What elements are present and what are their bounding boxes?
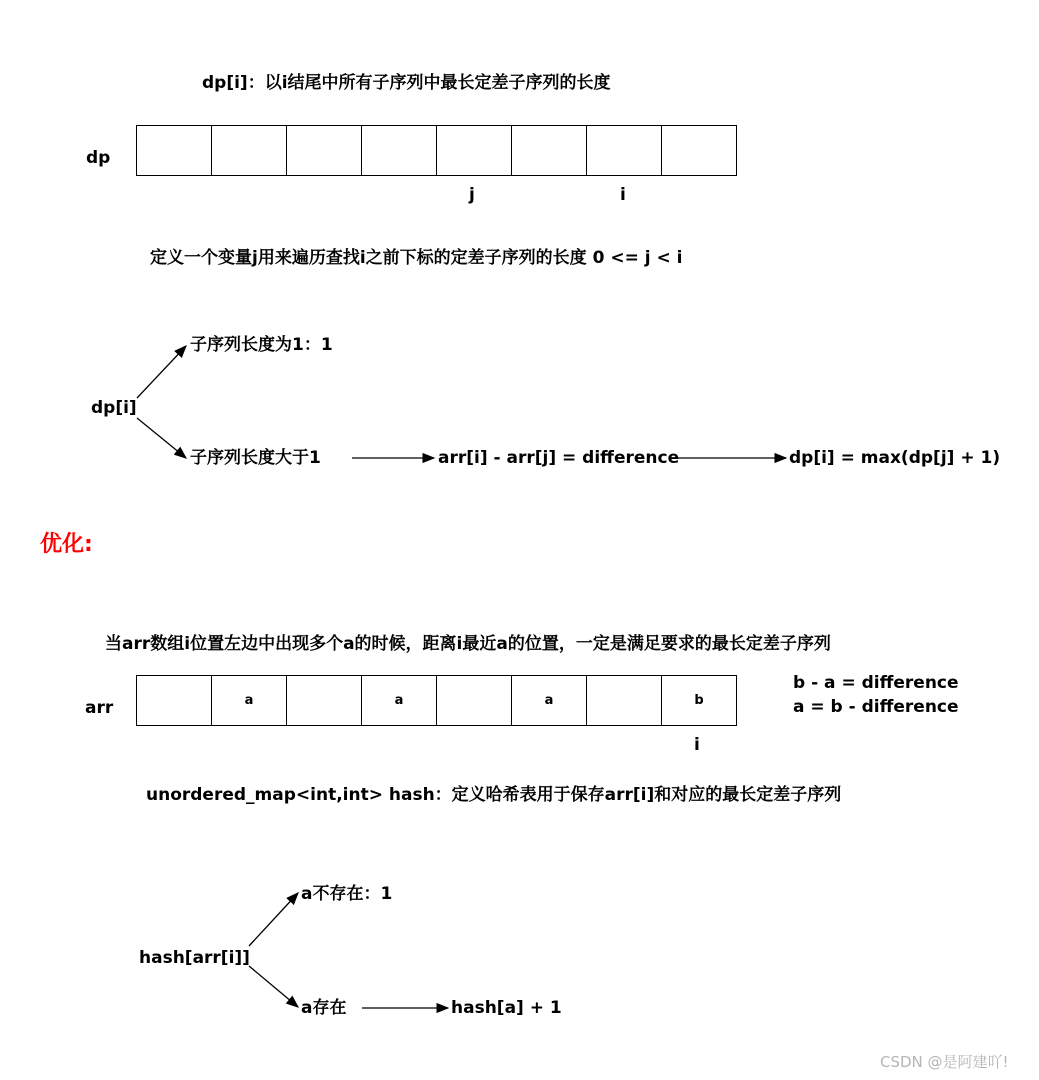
- arr-cell: a: [512, 676, 587, 725]
- dp-cell: [662, 126, 736, 175]
- dp-cell: [587, 126, 662, 175]
- dp-array: [136, 125, 737, 176]
- tree1-upper: 子序列长度为1：1: [190, 335, 333, 355]
- index-i-label: i: [620, 185, 626, 205]
- optimize-description: 当arr数组i位置左边中出现多个a的时候，距离i最近a的位置，一定是满足要求的最长定差子序列: [105, 634, 831, 654]
- arr-cell: [137, 676, 212, 725]
- arr-array: [136, 675, 737, 726]
- arr-index-i-label: i: [694, 735, 700, 755]
- arr-cell: [287, 676, 362, 725]
- dp-definition-title: dp[i]：以i结尾中所有子序列中最长定差子序列的长度: [202, 73, 611, 93]
- arr-array-label: arr: [85, 698, 114, 718]
- tree2-lower: a存在: [301, 998, 347, 1018]
- arr-cell: a: [362, 676, 437, 725]
- arrow-root-to-lower: [137, 418, 186, 458]
- tree2-result: hash[a] + 1: [451, 998, 562, 1018]
- index-j-label: j: [469, 185, 475, 205]
- optimize-heading: 优化:: [40, 532, 93, 557]
- watermark: CSDN @是阿建吖!: [880, 1053, 1009, 1071]
- dp-array-label: dp: [86, 148, 111, 168]
- arr-cell: b: [694, 693, 704, 708]
- arrow-hash-root-to-lower: [249, 966, 298, 1007]
- dp-cell: [512, 126, 587, 175]
- arr-cell: [437, 676, 512, 725]
- arrow-hash-root-to-upper: [249, 893, 298, 946]
- tree1-root: dp[i]: [91, 398, 137, 418]
- tree1-step2: arr[i] - arr[j] = difference: [438, 448, 680, 468]
- dp-cell: [287, 126, 362, 175]
- define-j-text: 定义一个变量j用来遍历查找i之前下标的定差子序列的长度 0 <= j < i: [150, 248, 683, 268]
- tree2-root: hash[arr[i]]: [139, 948, 250, 968]
- formula-a: a = b - difference: [793, 697, 959, 717]
- arr-cell: [587, 676, 662, 725]
- dp-cell: [362, 126, 437, 175]
- dp-cell: [212, 126, 287, 175]
- hash-description: unordered_map<int,int> hash：定义哈希表用于保存arr[i]和对应的最长定差子序列: [146, 785, 842, 805]
- arr-cell: a: [212, 676, 287, 725]
- tree1-lower: 子序列长度大于1: [190, 448, 321, 468]
- arrow-root-to-upper: [137, 346, 186, 398]
- dp-cell: [137, 126, 212, 175]
- tree1-step3: dp[i] = max(dp[j] + 1): [789, 448, 1001, 468]
- tree2-upper: a不存在：1: [301, 884, 393, 904]
- dp-cell: [437, 126, 512, 175]
- formula-difference: b - a = difference: [793, 673, 959, 693]
